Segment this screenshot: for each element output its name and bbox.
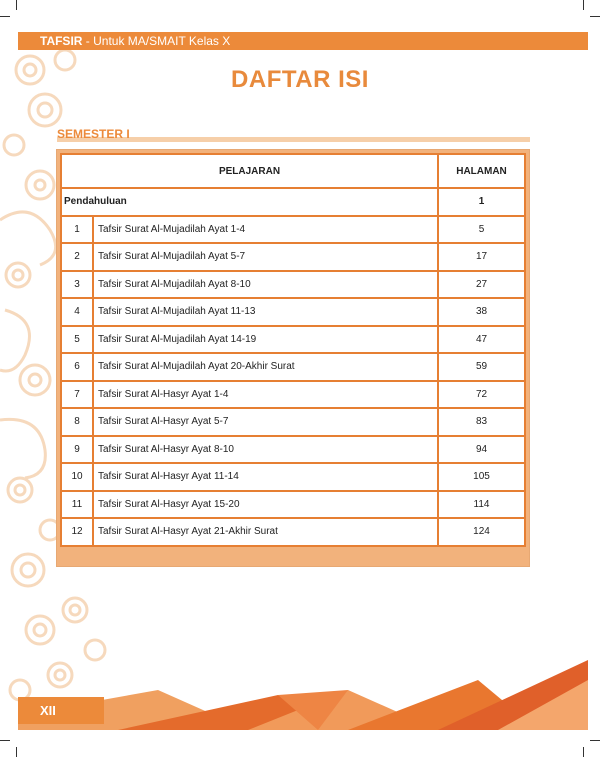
crop-mark: [590, 740, 600, 741]
toc-table-frame: [56, 149, 530, 567]
row-page: 83: [438, 408, 525, 436]
row-topic: Tafsir Surat Al-Hasyr Ayat 1-4: [93, 381, 438, 409]
table-row: [61, 353, 525, 381]
table-row: [61, 518, 525, 546]
row-page: 59: [438, 353, 525, 381]
toc-table: [60, 153, 526, 547]
row-number: 6: [61, 353, 93, 381]
row-topic: Tafsir Surat Al-Mujadilah Ayat 11-13: [93, 298, 438, 326]
row-page: 38: [438, 298, 525, 326]
crop-mark: [590, 16, 600, 17]
crop-mark: [583, 0, 584, 10]
row-topic: Tafsir Surat Al-Mujadilah Ayat 14-19: [93, 326, 438, 354]
row-page: 17: [438, 243, 525, 271]
crop-mark: [0, 740, 10, 741]
table-row: [61, 463, 525, 491]
row-topic: Tafsir Surat Al-Hasyr Ayat 8-10: [93, 436, 438, 464]
row-number: 1: [61, 216, 93, 244]
row-page: 105: [438, 463, 525, 491]
table-row-intro: [61, 188, 525, 216]
intro-label: Pendahuluan: [61, 188, 438, 216]
row-topic: Tafsir Surat Al-Hasyr Ayat 21-Akhir Surat: [93, 518, 438, 546]
book-title: TAFSIR: [40, 34, 83, 48]
row-topic: Tafsir Surat Al-Hasyr Ayat 11-14: [93, 463, 438, 491]
crop-mark: [16, 747, 17, 757]
crop-mark: [583, 747, 584, 757]
row-number: 8: [61, 408, 93, 436]
row-page: 27: [438, 271, 525, 299]
row-page: 124: [438, 518, 525, 546]
table-row: [61, 408, 525, 436]
table-row: [61, 381, 525, 409]
table-row: [61, 298, 525, 326]
semester-label: SEMESTER I: [57, 127, 130, 141]
page-title: DAFTAR ISI: [231, 66, 369, 93]
row-number: 12: [61, 518, 93, 546]
row-page: 114: [438, 491, 525, 519]
row-number: 5: [61, 326, 93, 354]
table-row: [61, 271, 525, 299]
header-lesson: PELAJARAN: [61, 154, 438, 188]
header-page: HALAMAN: [438, 154, 525, 188]
table-row: [61, 436, 525, 464]
row-page: 94: [438, 436, 525, 464]
row-page: 47: [438, 326, 525, 354]
page-number: XII: [18, 697, 104, 724]
row-page: 5: [438, 216, 525, 244]
row-number: 4: [61, 298, 93, 326]
row-topic: Tafsir Surat Al-Mujadilah Ayat 20-Akhir Surat: [93, 353, 438, 381]
row-topic: Tafsir Surat Al-Mujadilah Ayat 5-7: [93, 243, 438, 271]
intro-page: 1: [438, 188, 525, 216]
crop-mark: [0, 16, 10, 17]
row-topic: Tafsir Surat Al-Mujadilah Ayat 8-10: [93, 271, 438, 299]
row-number: 9: [61, 436, 93, 464]
table-row: [61, 326, 525, 354]
running-header: [18, 32, 588, 50]
row-topic: Tafsir Surat Al-Hasyr Ayat 5-7: [93, 408, 438, 436]
book-subtitle: - Untuk MA/SMAIT Kelas X: [82, 34, 231, 48]
row-number: 7: [61, 381, 93, 409]
crop-mark: [16, 0, 17, 10]
table-row: [61, 491, 525, 519]
row-number: 2: [61, 243, 93, 271]
table-row: [61, 216, 525, 244]
row-number: 3: [61, 271, 93, 299]
row-topic: Tafsir Surat Al-Hasyr Ayat 15-20: [93, 491, 438, 519]
row-page: 72: [438, 381, 525, 409]
row-number: 11: [61, 491, 93, 519]
row-topic: Tafsir Surat Al-Mujadilah Ayat 1-4: [93, 216, 438, 244]
table-row: [61, 243, 525, 271]
table-header-row: [61, 154, 525, 188]
row-number: 10: [61, 463, 93, 491]
